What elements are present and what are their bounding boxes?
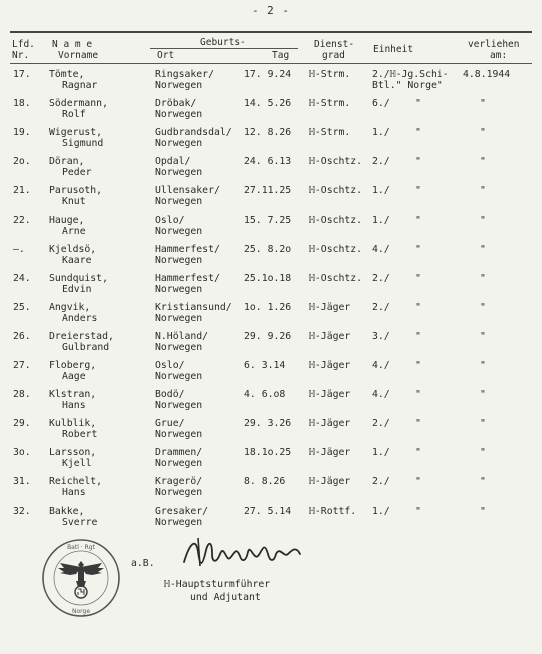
given-name: Edvin — [62, 283, 92, 295]
header-nr: Nr. — [12, 50, 30, 61]
unit: 2./ — [372, 156, 390, 168]
award-date-ditto: " — [480, 330, 486, 342]
birth-place: Kristiansund/ — [155, 301, 232, 313]
award-date: " — [415, 214, 421, 226]
row-number: 2o. — [13, 156, 31, 168]
birth-date: 15. 7.25 — [244, 214, 292, 226]
birth-place: N.Höland/ — [155, 330, 209, 342]
award-date: 4.8.1944 — [463, 69, 511, 80]
header-name: N a m e — [52, 39, 93, 50]
unit: 1./ — [372, 447, 390, 459]
service-rank: ℍ-Oschtz. — [309, 214, 363, 226]
birth-place: Grue/ — [155, 418, 185, 430]
given-name: Robert — [62, 429, 98, 441]
award-date: " — [415, 476, 421, 488]
unit-line2: Btl." Norge" — [372, 80, 443, 91]
service-rank: ℍ-Oschtz. — [309, 185, 363, 197]
service-rank: ℍ-Rottf. — [309, 505, 357, 517]
award-date-ditto: " — [480, 243, 486, 255]
surname: Döran, — [49, 156, 85, 168]
birth-country: Norwegen — [155, 487, 203, 499]
unit: 2./ — [372, 418, 390, 430]
service-rank: ℍ-Strm. — [309, 98, 351, 110]
birth-place: Oslo/ — [155, 360, 185, 371]
service-rank: ℍ-Oschtz. — [309, 243, 363, 255]
table-row — [0, 358, 542, 391]
service-rank: ℍ-Jäger — [309, 389, 351, 401]
service-rank: ℍ-Jäger — [309, 447, 351, 459]
row-number: 31. — [13, 476, 31, 488]
birth-date: 14. 5.26 — [244, 98, 292, 110]
award-date: " — [415, 272, 421, 284]
table-row — [0, 416, 542, 449]
service-rank: ℍ-Jäger — [309, 476, 351, 488]
header-am: am: — [490, 50, 508, 61]
header-rule — [10, 63, 532, 64]
award-date: " — [415, 243, 421, 255]
award-date-ditto: " — [480, 156, 486, 168]
unit: 1./ — [372, 185, 390, 197]
birth-date: 25.1o.18 — [244, 272, 292, 284]
award-date: " — [415, 505, 421, 517]
surname: Reichelt, — [49, 476, 103, 488]
birth-country: Norwegen — [155, 341, 203, 353]
birth-country: Norwegen — [155, 371, 203, 382]
birth-country: Norwegen — [155, 109, 203, 121]
birth-country: Norwegen — [155, 196, 203, 208]
birth-place: Drammen/ — [155, 447, 203, 459]
svg-text:Norge: Norge — [71, 608, 91, 615]
given-name: Anders — [62, 312, 98, 324]
given-name: Arne — [62, 225, 86, 237]
birth-date: 27. 5.14 — [244, 505, 292, 517]
table-row — [0, 96, 542, 129]
award-date: " — [415, 156, 421, 168]
surname: Dreierstad, — [49, 330, 114, 342]
row-number: 3o. — [13, 447, 31, 459]
birth-place: Bodö/ — [155, 389, 185, 401]
surname: Södermann, — [49, 98, 108, 110]
table-row — [0, 213, 542, 246]
svg-text:Batl · Rgt: Batl · Rgt — [67, 544, 95, 551]
birth-date: 18.1o.25 — [244, 447, 292, 459]
award-date-ditto: " — [480, 301, 486, 313]
surname: Bakke, — [49, 505, 85, 517]
surname: Kulblik, — [49, 418, 97, 430]
award-date-ditto: " — [480, 185, 486, 197]
surname: Sundquist, — [49, 272, 108, 284]
header-tag: Tag — [272, 50, 290, 61]
birth-place: Hammerfest/ — [155, 243, 220, 255]
table-row — [0, 125, 542, 158]
given-name: Gulbrand — [62, 341, 110, 353]
row-number: —. — [13, 243, 25, 255]
award-date: " — [415, 360, 421, 371]
given-name: Aage — [62, 371, 86, 382]
row-number: 26. — [13, 330, 31, 342]
award-date: " — [415, 185, 421, 197]
rank-title: ℍ-Hauptsturmführer — [164, 579, 271, 590]
birth-country: Norwegen — [155, 516, 203, 528]
table-row — [0, 67, 542, 100]
unit: 2./ — [372, 272, 390, 284]
official-seal-icon — [40, 537, 122, 619]
table-row — [0, 242, 542, 275]
unit: 3./ — [372, 330, 390, 342]
birth-date: 27.11.25 — [244, 185, 292, 197]
birth-date: 25. 8.2o — [244, 243, 292, 255]
row-number: 18. — [13, 98, 31, 110]
birth-country: Norwegen — [155, 138, 203, 150]
birth-country: Norwegen — [155, 312, 203, 324]
birth-country: Norwegen — [155, 80, 203, 91]
row-number: 17. — [13, 69, 31, 80]
award-date-ditto: " — [480, 127, 486, 139]
table-row — [0, 271, 542, 304]
table-row — [0, 445, 542, 478]
surname: Tömte, — [49, 69, 85, 80]
unit: 4./ — [372, 389, 390, 401]
birth-country: Norwegen — [155, 167, 203, 179]
unit: 4./ — [372, 243, 390, 255]
page-number: - 2 - — [251, 4, 291, 17]
table-row — [0, 183, 542, 216]
given-name: Hans — [62, 400, 86, 412]
row-number: 29. — [13, 418, 31, 430]
birth-date: 17. 9.24 — [244, 69, 292, 80]
award-date-ditto: " — [480, 447, 486, 459]
birth-country: Norwegen — [155, 225, 203, 237]
award-date-ditto: " — [480, 418, 486, 430]
service-rank: ℍ-Strm. — [309, 127, 351, 139]
birth-place: Gresaker/ — [155, 505, 209, 517]
birth-date: 6. 3.14 — [244, 360, 286, 371]
given-name: Peder — [62, 167, 92, 179]
service-rank: ℍ-Jäger — [309, 330, 351, 342]
table-row — [0, 474, 542, 507]
header-verliehen: verliehen — [468, 39, 520, 50]
row-number: 24. — [13, 272, 31, 284]
table-row — [0, 154, 542, 187]
birth-date: 29. 3.26 — [244, 418, 292, 430]
birth-place: Oslo/ — [155, 214, 185, 226]
handwritten-signature — [176, 532, 316, 574]
row-number: 21. — [13, 185, 31, 197]
surname: Klstran, — [49, 389, 97, 401]
row-number: 28. — [13, 389, 31, 401]
surname: Parusoth, — [49, 185, 103, 197]
given-name: Rolf — [62, 109, 86, 121]
surname: Hauge, — [49, 214, 85, 226]
award-date: " — [415, 389, 421, 401]
rank-subtitle: und Adjutant — [190, 592, 261, 603]
given-name: Knut — [62, 196, 86, 208]
row-number: 19. — [13, 127, 31, 139]
birth-country: Norwegen — [155, 458, 203, 470]
given-name: Ragnar — [62, 80, 98, 91]
unit: 1./ — [372, 127, 390, 139]
birth-place: Hammerfest/ — [155, 272, 220, 284]
award-date-ditto: " — [480, 476, 486, 488]
header-geburts-rule — [150, 48, 298, 49]
award-date: " — [415, 98, 421, 110]
birth-place: Gudbrandsdal/ — [155, 127, 232, 139]
unit: 2./ — [372, 476, 390, 488]
table-row — [0, 300, 542, 333]
birth-place: Opdal/ — [155, 156, 191, 168]
header-vorname: Vorname — [58, 50, 99, 61]
service-rank: ℍ-Jäger — [309, 418, 351, 430]
given-name: Kaare — [62, 254, 92, 266]
award-date-ditto: " — [480, 389, 486, 401]
given-name: Kjell — [62, 458, 92, 470]
award-date: " — [415, 418, 421, 430]
birth-place: Ullensaker/ — [155, 185, 220, 197]
birth-place: Dröbak/ — [155, 98, 197, 110]
birth-country: Norwegen — [155, 254, 203, 266]
given-name: Hans — [62, 487, 86, 499]
header-einheit: Einheit — [373, 44, 414, 55]
header-grad: grad — [322, 50, 345, 61]
unit: 1./ — [372, 214, 390, 226]
given-name: Sigmund — [62, 138, 104, 150]
header-geburts: Geburts- — [200, 37, 246, 48]
birth-place: Ringsaker/ — [155, 69, 214, 80]
service-rank: ℍ-Oschtz. — [309, 272, 363, 284]
unit: 2./ℍ-Jg.Schi- — [372, 69, 449, 80]
surname: Larsson, — [49, 447, 97, 459]
service-rank: ℍ-Oschtz. — [309, 156, 363, 168]
birth-date: 12. 8.26 — [244, 127, 292, 139]
service-rank: ℍ-Strm. — [309, 69, 351, 80]
surname: Floberg, — [49, 360, 97, 371]
unit: 2./ — [372, 301, 390, 313]
birth-date: 4. 6.o8 — [244, 389, 286, 401]
birth-country: Norwegen — [155, 429, 203, 441]
table-row — [0, 387, 542, 420]
award-date-ditto: " — [480, 360, 486, 371]
surname: Kjeldsö, — [49, 243, 97, 255]
service-rank: ℍ-Jäger — [309, 360, 351, 371]
row-number: 22. — [13, 214, 31, 226]
ab-abbreviation: a.B. — [131, 558, 155, 569]
birth-country: Norwegen — [155, 283, 203, 295]
award-date-ditto: " — [480, 98, 486, 110]
birth-country: Norwegen — [155, 400, 203, 412]
award-date-ditto: " — [480, 505, 486, 517]
table-row — [0, 329, 542, 362]
award-date: " — [415, 127, 421, 139]
birth-date: 8. 8.26 — [244, 476, 286, 488]
birth-date: 29. 9.26 — [244, 330, 292, 342]
row-number: 32. — [13, 505, 31, 517]
award-date: " — [415, 330, 421, 342]
award-date-ditto: " — [480, 214, 486, 226]
unit: 6./ — [372, 98, 390, 110]
birth-date: 1o. 1.26 — [244, 301, 292, 313]
unit: 1./ — [372, 505, 390, 517]
award-date-ditto: " — [480, 272, 486, 284]
service-rank: ℍ-Jäger — [309, 301, 351, 313]
unit: 4./ — [372, 360, 390, 371]
birth-place: Kragerö/ — [155, 476, 203, 488]
award-date: " — [415, 301, 421, 313]
row-number: 27. — [13, 360, 31, 371]
header-ort: Ort — [157, 50, 175, 61]
header-lfd: Lfd. — [12, 39, 35, 50]
header-dienst: Dienst- — [314, 39, 355, 50]
surname: Wigerust, — [49, 127, 103, 139]
award-date: " — [415, 447, 421, 459]
surname: Angvik, — [49, 301, 91, 313]
top-rule — [10, 31, 532, 33]
birth-date: 24. 6.13 — [244, 156, 292, 168]
given-name: Sverre — [62, 516, 98, 528]
row-number: 25. — [13, 301, 31, 313]
